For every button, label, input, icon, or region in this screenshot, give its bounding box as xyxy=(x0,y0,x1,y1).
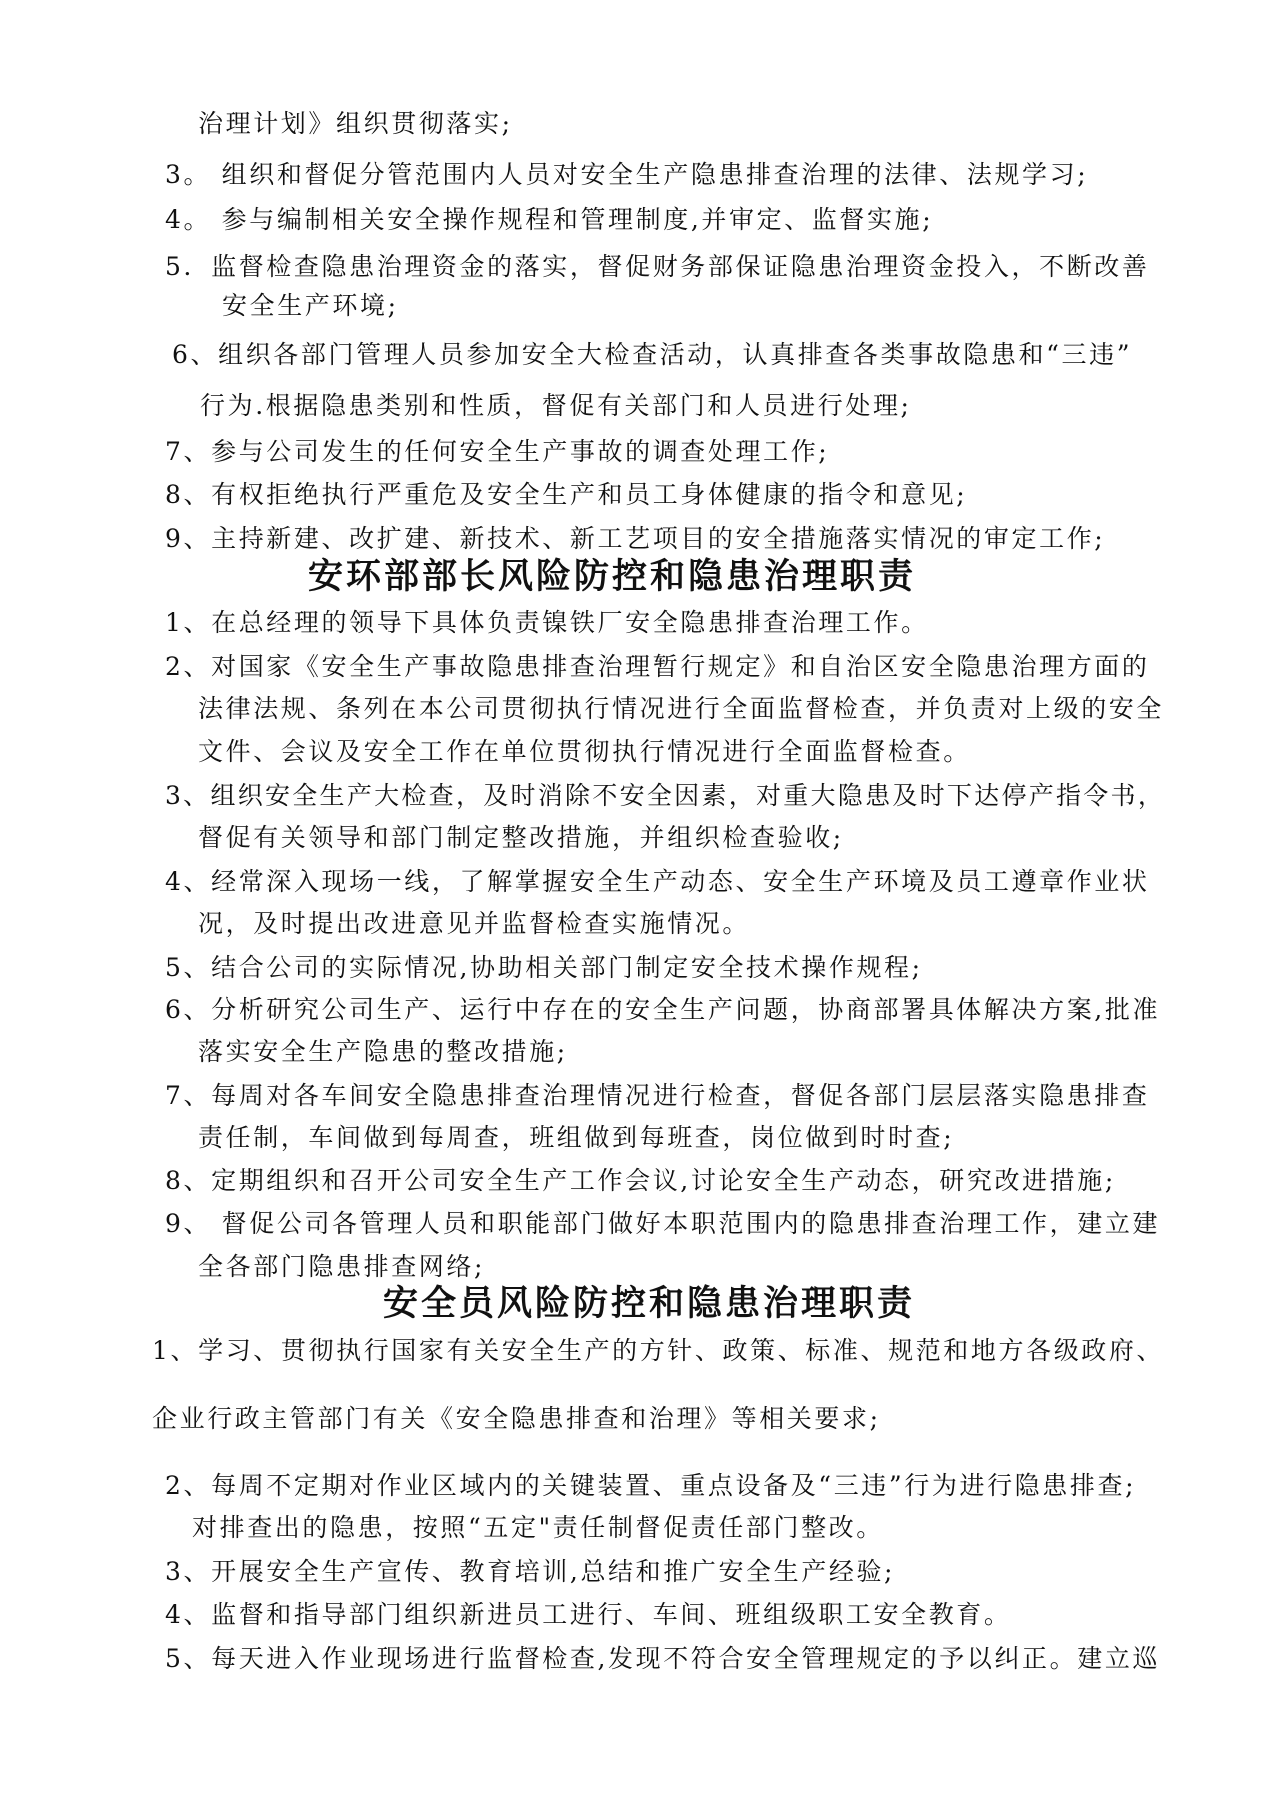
section2-line-9: 5、结合公司的实际情况,协助相关部门制定安全技术操作规程; xyxy=(165,953,923,982)
section2-line-3: 法律法规、条列在本公司贯彻执行情况进行全面监督检查，并负责对上级的安全 xyxy=(198,694,1165,723)
section3-line-6: 4、监督和指导部门组织新进员工进行、车间、班组级职工安全教育。 xyxy=(165,1600,1012,1629)
section1-item-3: 3。 组织和督促分管范围内人员对安全生产隐患排查治理的法律、法规学习; xyxy=(165,160,1089,189)
section1-item-6-cont: 行为.根据隐患类别和性质，督促有关部门和人员进行处理; xyxy=(200,391,912,420)
section3-line-4: 对排查出的隐患，按照“五定"责任制督促责任部门整改。 xyxy=(192,1513,884,1542)
section1-continuation: 治理计划》组织贯彻落实; xyxy=(198,109,513,138)
section1-item-7: 7、参与公司发生的任何安全生产事故的调查处理工作; xyxy=(165,437,830,466)
section1-item-5: 5．监督检查隐患治理资金的落实，督促财务部保证隐患治理资金投入，不断改善 xyxy=(165,252,1150,281)
section3-line-3: 2、每周不定期对作业区域内的关键装置、重点设备及“三违”行为进行隐患排查; xyxy=(165,1471,1137,1500)
section2-line-11: 落实安全生产隐患的整改措施; xyxy=(198,1037,568,1066)
section2-line-16: 全各部门隐患排查网络; xyxy=(198,1252,486,1281)
section1-item-8: 8、有权拒绝执行严重危及安全生产和员工身体健康的指令和意见; xyxy=(165,480,968,509)
section2-line-7: 4、经常深入现场一线，了解掌握安全生产动态、安全生产环境及员工遵章作业状 xyxy=(165,867,1150,896)
section2-line-10: 6、分析研究公司生产、运行中存在的安全生产问题，协商部署具体解决方案,批准 xyxy=(165,995,1161,1024)
section1-item-5-cont: 安全生产环境; xyxy=(222,291,399,320)
section2-title: 安环部部长风险防控和隐患治理职责 xyxy=(308,557,917,597)
section2-line-4: 文件、会议及安全工作在单位贯彻执行情况进行全面监督检查。 xyxy=(198,737,971,766)
section2-line-1: 1、在总经理的领导下具体负责镍铁厂安全隐患排查治理工作。 xyxy=(165,608,929,637)
section2-line-8: 况，及时提出改进意见并监督检查实施情况。 xyxy=(198,909,751,938)
section2-line-5: 3、组织安全生产大检查，及时消除不安全因素，对重大隐患及时下达停产指令书， xyxy=(165,781,1166,810)
section3-line-7: 5、每天进入作业现场进行监督检查,发现不符合安全管理规定的予以纠正。建立巡 xyxy=(165,1644,1161,1673)
section3-title: 安全员风险防控和隐患治理职责 xyxy=(383,1284,916,1324)
section3-line-1: 1、学习、贯彻执行国家有关安全生产的方针、政策、标准、规范和地方各级政府、 xyxy=(152,1336,1165,1365)
section2-line-12: 7、每周对各车间安全隐患排查治理情况进行检查，督促各部门层层落实隐患排查 xyxy=(165,1081,1150,1110)
section2-line-6: 督促有关领导和部门制定整改措施，并组织检查验收; xyxy=(198,823,844,852)
section1-item-6: 6、组织各部门管理人员参加安全大检查活动，认真排查各类事故隐患和“三违” xyxy=(172,340,1133,369)
section2-line-2: 2、对国家《安全生产事故隐患排查治理暂行规定》和自治区安全隐患治理方面的 xyxy=(165,652,1150,681)
section1-item-9: 9、主持新建、改扩建、新技术、新工艺项目的安全措施落实情况的审定工作; xyxy=(165,524,1106,553)
section2-line-13: 责任制，车间做到每周查，班组做到每班查，岗位做到时时查; xyxy=(198,1123,955,1152)
section2-line-14: 8、定期组织和召开公司安全生产工作会议,讨论安全生产动态，研究改进措施; xyxy=(165,1166,1116,1195)
section1-item-4: 4。 参与编制相关安全操作规程和管理制度,并审定、监督实施; xyxy=(165,205,934,234)
section3-line-2: 企业行政主管部门有关《安全隐患排查和治理》等相关要求; xyxy=(152,1404,881,1433)
section2-line-15: 9、 督促公司各管理人员和职能部门做好本职范围内的隐患排查治理工作，建立建 xyxy=(165,1209,1161,1238)
section3-line-5: 3、开展安全生产宣传、教育培训,总结和推广安全生产经验; xyxy=(165,1557,896,1586)
